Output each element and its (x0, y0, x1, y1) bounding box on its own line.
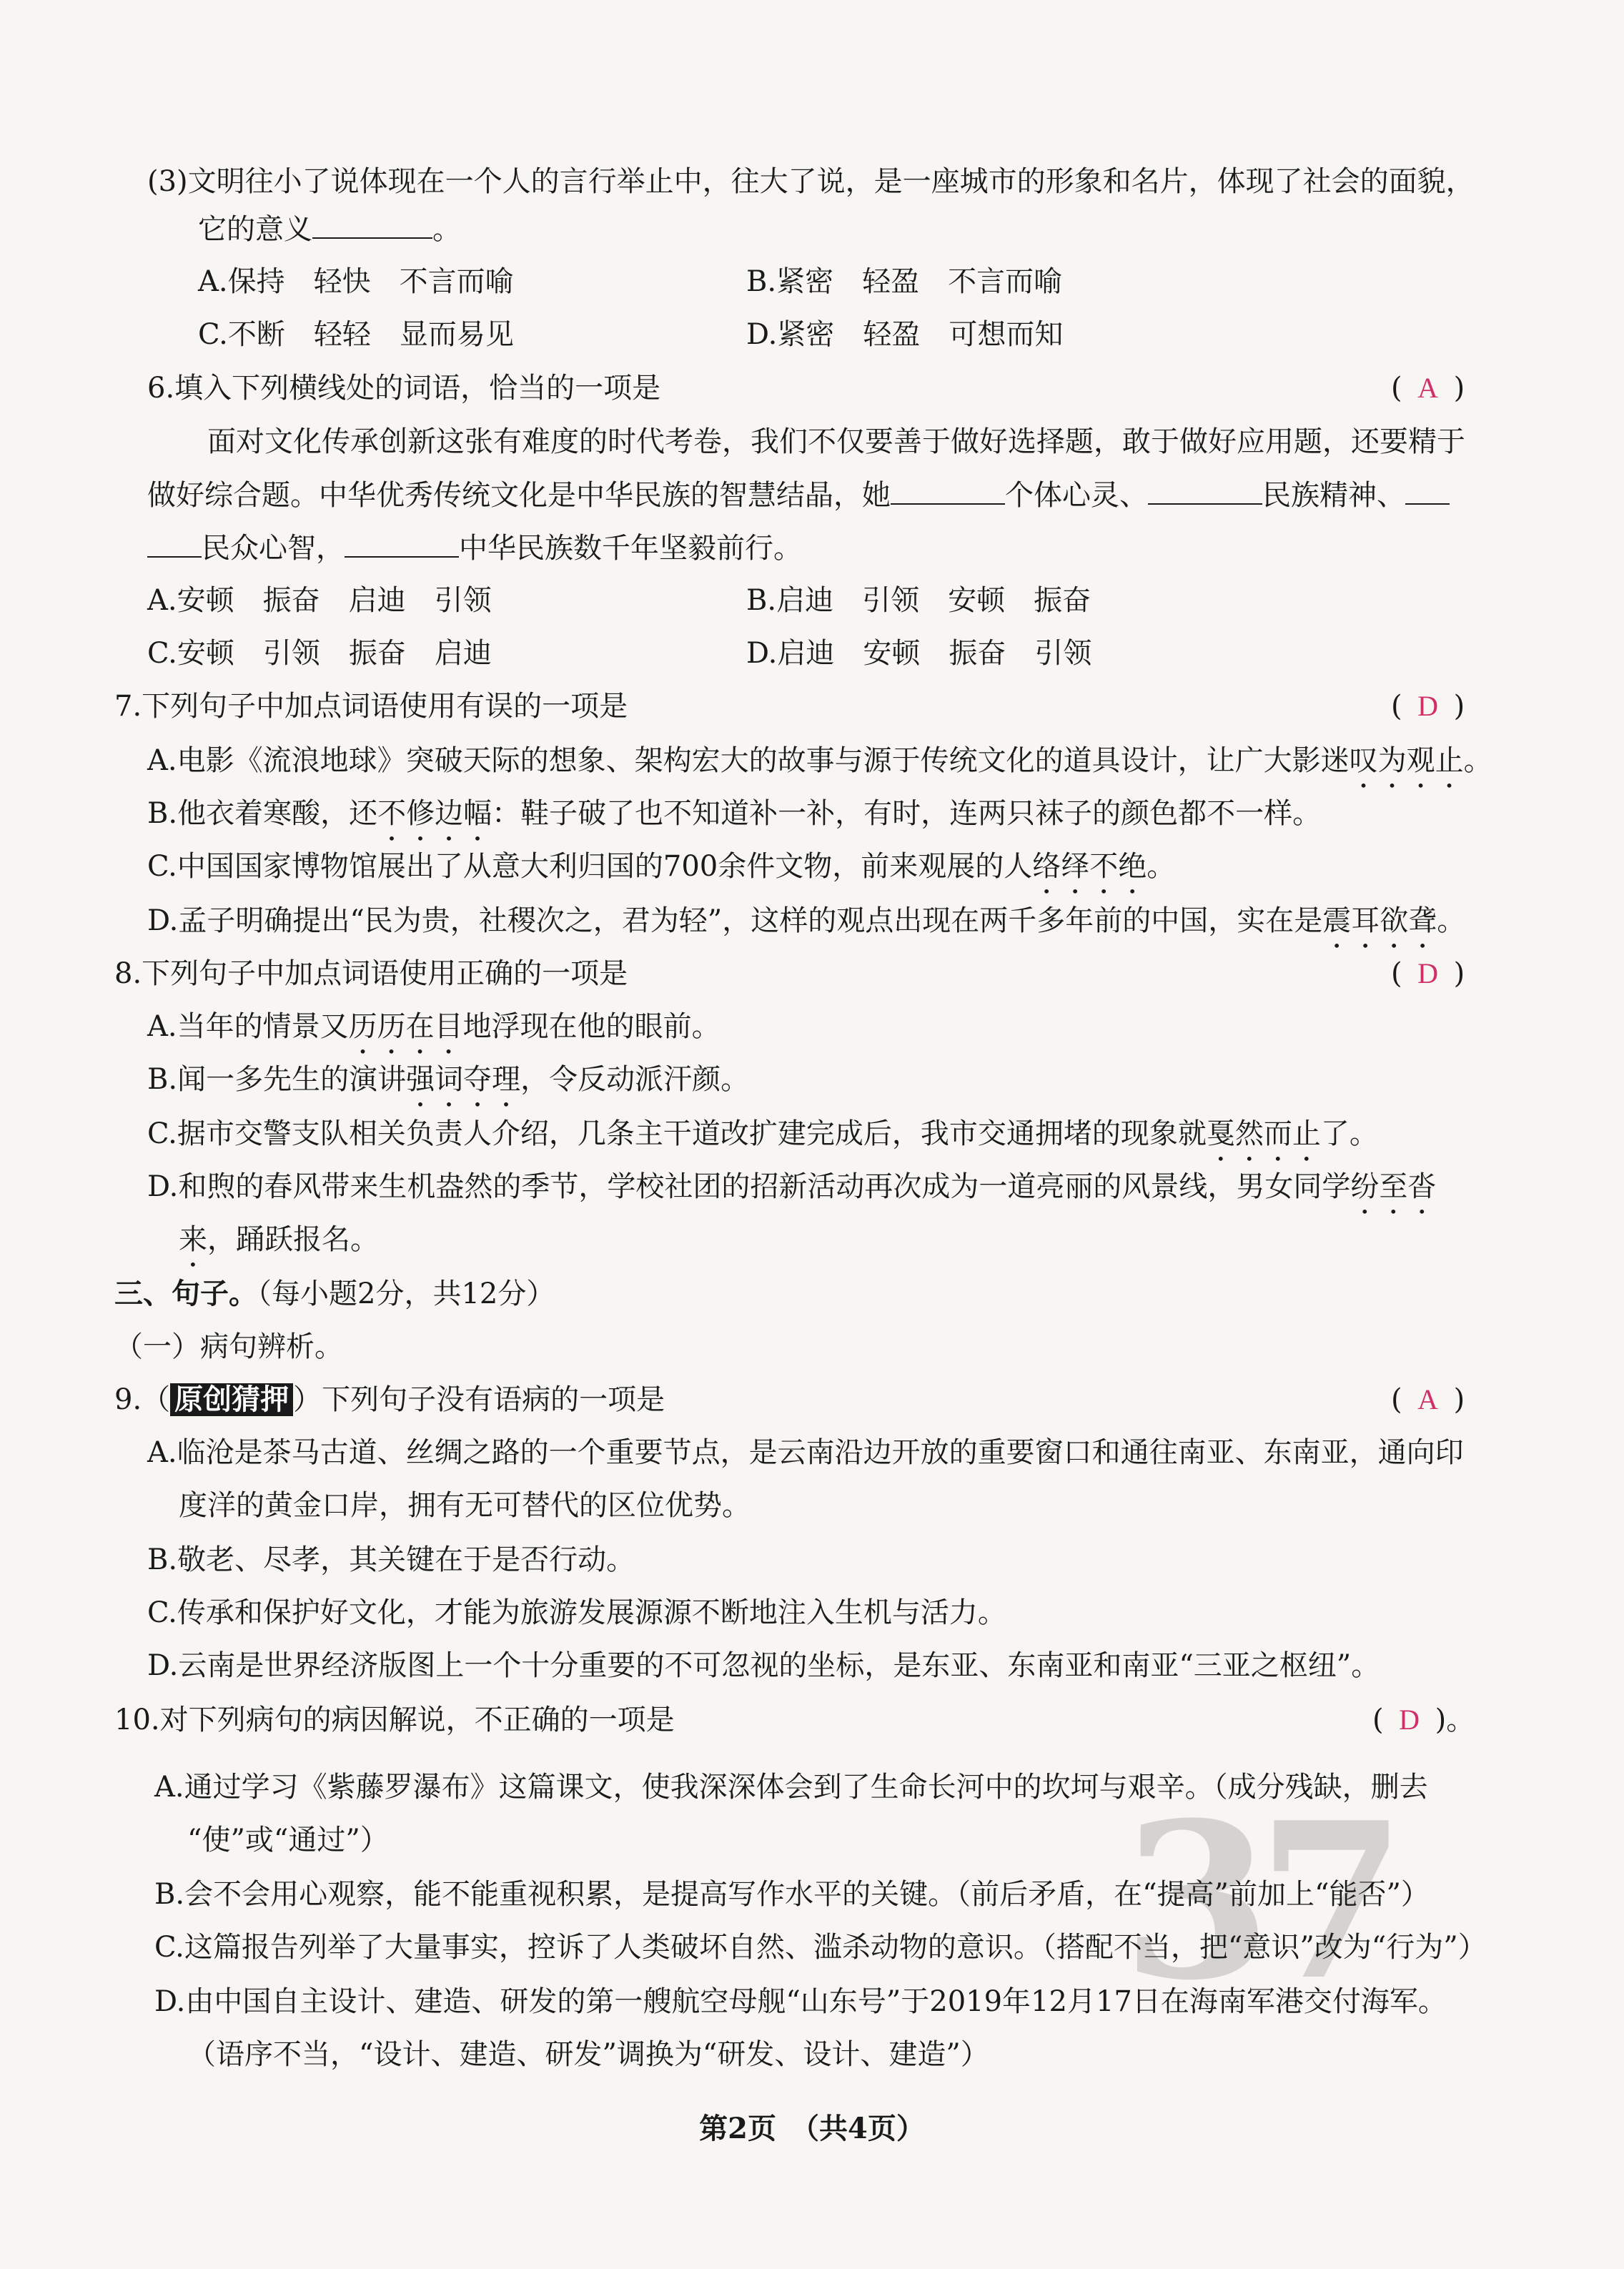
q8-d-end: ，踊跃报名。 (207, 1223, 379, 1256)
q6-answer-letter: A (1417, 372, 1439, 404)
q10-answer-letter: D (1399, 1704, 1420, 1736)
section-3-heading (114, 1274, 555, 1314)
q6-option-c: C.安顿 引领 振奋 启迪 (147, 637, 492, 670)
q6-passage-2b: 个体心灵、 (1005, 479, 1148, 512)
q9-stem-text: ）下列句子没有语病的一项是 (293, 1383, 665, 1416)
answer-blank (1405, 475, 1450, 505)
q8-option-d-line2 (179, 1220, 379, 1273)
q7-answer-letter: D (1417, 690, 1439, 722)
q10-option-d-line2: （语序不当，“设计、建造、研发”调换为“研发、设计、建造”） (187, 2038, 989, 2071)
q8-answer: ( D ) (1391, 954, 1465, 994)
answer-blank (147, 528, 202, 558)
q9-option-c: C.传承和保护好文化，才能为旅游发展源源不断地注入生机与活力。 (147, 1596, 1006, 1629)
q7-b-end: ：鞋子破了也不知道补一补，有时，连两只袜子的颜色都不一样。 (492, 797, 1322, 830)
q7-c-end: 。 (1147, 850, 1176, 883)
q7-a-text: A.电影《流浪地球》突破天际的想象、架构宏大的故事与源于传统文化的道具设计，让广大影迷 (147, 744, 1350, 777)
q7-b-dotted-word: 不修边幅 (377, 797, 492, 830)
q7-a-dotted-word: 叹为观止 (1349, 744, 1464, 777)
q6-answer: ( A ) (1391, 368, 1465, 408)
q9-option-a: A.临沧是茶马古道、丝绸之路的一个重要节点，是云南沿边开放的重要窗口和通往南亚、东南亚，通向印 (147, 1436, 1464, 1469)
section-3-title: 三、句子。 (114, 1277, 257, 1310)
q5-3-stem-end: 。 (432, 213, 461, 246)
q10-option-b: B.会不会用心观察，能不能重视积累，是提高写作水平的关键。（前后矛盾，在“提高”前加上“能否”） (154, 1878, 1430, 1911)
q5-3-option-b: B.紧密 轻盈 不言而喻 (746, 265, 1063, 298)
q9-option-d: D.云南是世界经济版图上一个十分重要的不可忽视的坐标，是东亚、东南亚和南亚“三亚之枢纽”。 (147, 1649, 1380, 1682)
q6-option-b: B.启迪 引领 安顿 振奋 (746, 584, 1091, 617)
q8-b-dotted-word: 强词夺理 (406, 1063, 521, 1096)
q7-stem: 7.下列句子中加点词语使用有误的一项是 (114, 690, 628, 723)
q10-option-a-line2: “使”或“通过”） (187, 1824, 389, 1857)
q7-b-text: B.他衣着寒酸，还 (147, 797, 378, 830)
q8-stem: 8.下列句子中加点词语使用正确的一项是 (114, 957, 628, 990)
q10-option-d: D.由中国自主设计、建造、研发的第一艘航空母舰“山东号”于2019年12月17日在海南军港交付海军。 (154, 1985, 1447, 2018)
q10-answer-suffix: 。 (1446, 1704, 1475, 1736)
q7-a-end: 。 (1463, 744, 1492, 777)
q8-c-dotted-word: 戛然而止 (1206, 1117, 1321, 1150)
answer-blank (312, 209, 432, 239)
q8-b-end: ，令反动派汗颜。 (520, 1063, 750, 1096)
page-footer: 第2页 （共4页） (699, 2112, 925, 2145)
q6-passage-3b: 中华民族数千年坚毅前行。 (459, 532, 802, 565)
q6-stem: 6.填入下列横线处的词语，恰当的一项是 (147, 372, 661, 405)
q5-3-option-a: A.保持 轻快 不言而喻 (198, 265, 514, 298)
q7-d-end: 。 (1437, 904, 1466, 937)
q8-option-d (147, 1167, 1436, 1220)
q6-option-a: A.安顿 振奋 启迪 引领 (147, 584, 492, 617)
q7-answer: ( D ) (1391, 686, 1465, 726)
q10-stem: 10.对下列病句的病因解说，不正确的一项是 (114, 1704, 675, 1736)
q8-option-c (147, 1114, 1378, 1167)
q8-c-text: C.据市交警支队相关负责人介绍，几条主干道改扩建完成后，我市交通拥堵的现象就 (147, 1117, 1207, 1150)
q8-d-text: D.和煦的春风带来生机盎然的季节，学校社团的招新活动再次成为一道亮丽的风景线，男女同学 (147, 1170, 1351, 1203)
section-3-score-note: （每小题2分，共12分） (257, 1277, 555, 1310)
answer-blank (1148, 475, 1262, 505)
q6-passage-3a: 民众心智， (202, 532, 345, 565)
q9-option-a-line2: 度洋的黄金口岸，拥有无可替代的区位优势。 (179, 1489, 751, 1522)
q5-3-option-c: C.不断 轻轻 显而易见 (198, 318, 514, 351)
q8-a-end: 地浮现在他的眼前。 (462, 1010, 721, 1043)
q7-c-dotted-word: 络绎不绝 (1032, 850, 1147, 883)
q6-passage-3 (147, 528, 802, 568)
q6-passage-2a: 做好综合题。中华优秀传统文化是中华民族的智慧结晶，她 (147, 479, 891, 512)
q8-option-b (147, 1059, 749, 1113)
q7-option-b (147, 794, 1321, 847)
q5-3-stem-line2 (198, 209, 461, 249)
q8-d-dotted-word: 纷至沓 (1350, 1170, 1437, 1203)
q8-c-end: 了。 (1320, 1117, 1378, 1150)
q9-answer: ( A ) (1391, 1380, 1465, 1420)
q9-option-b: B.敬老、尽孝，其关键在于是否行动。 (147, 1543, 635, 1576)
q7-c-text: C.中国国家博物馆展出了从意大利归国的700余件文物，前来观展的人 (147, 850, 1033, 883)
answer-blank (345, 528, 459, 558)
q5-3-option-d: D.紧密 轻盈 可想而知 (746, 318, 1064, 351)
page-number-watermark: 37 (1122, 1775, 1392, 2027)
original-guess-badge: 原创猜押 (170, 1383, 293, 1416)
q8-answer-letter: D (1417, 957, 1439, 989)
q10-option-a: A.通过学习《紫藤罗瀑布》这篇课文，使我深深体会到了生命长河中的坎坷与艰辛。（成分残缺，删去 (154, 1771, 1428, 1804)
q5-3-stem (147, 162, 1475, 202)
q5-3-stem-text2: 它的意义 (198, 213, 312, 246)
q10-option-c: C.这篇报告列举了大量事实，控诉了人类破坏自然、滥杀动物的意识。（搭配不当，把“意识”改为“行为”） (154, 1931, 1487, 1964)
q8-b-text: B.闻一多先生的演讲 (147, 1063, 407, 1096)
answer-blank (891, 475, 1005, 505)
q8-a-text: A.当年的情景又 (147, 1010, 349, 1043)
q6-passage-2c: 民族精神、 (1262, 479, 1405, 512)
q10-answer: ( D )。 (1372, 1700, 1475, 1740)
section-3-sub: （一）病句辨析。 (114, 1330, 343, 1363)
q9-number: 9.（ (114, 1383, 171, 1416)
q8-a-dotted-word: 历历在目 (348, 1010, 463, 1043)
q6-passage-1: 面对文化传承创新这张有难度的时代考卷，我们不仅要善于做好选择题，敢于做好应用题，还要精于 (207, 425, 1465, 458)
q7-d-dotted-word: 震耳欲聋 (1322, 904, 1437, 937)
q7-option-c (147, 846, 1175, 900)
q7-d-text: D.孟子明确提出“民为贵，社稷次之，君为轻”，这样的观点出现在两千多年前的中国，实在是 (147, 904, 1323, 937)
q8-option-a (147, 1007, 721, 1060)
q6-option-d: D.启迪 安顿 振奋 引领 (746, 637, 1092, 670)
q9-answer-letter: A (1417, 1383, 1439, 1415)
q8-d-dotted-word-2: 来 (179, 1223, 207, 1256)
q9-stem (114, 1380, 665, 1420)
q6-passage-2 (147, 475, 1450, 515)
q7-option-d (147, 901, 1465, 954)
q5-3-stem-text: (3)文明往小了说体现在一个人的言行举止中，往大了说，是一座城市的形象和名片，体现了社会的面貌， (147, 165, 1475, 198)
q7-option-a (147, 741, 1492, 794)
